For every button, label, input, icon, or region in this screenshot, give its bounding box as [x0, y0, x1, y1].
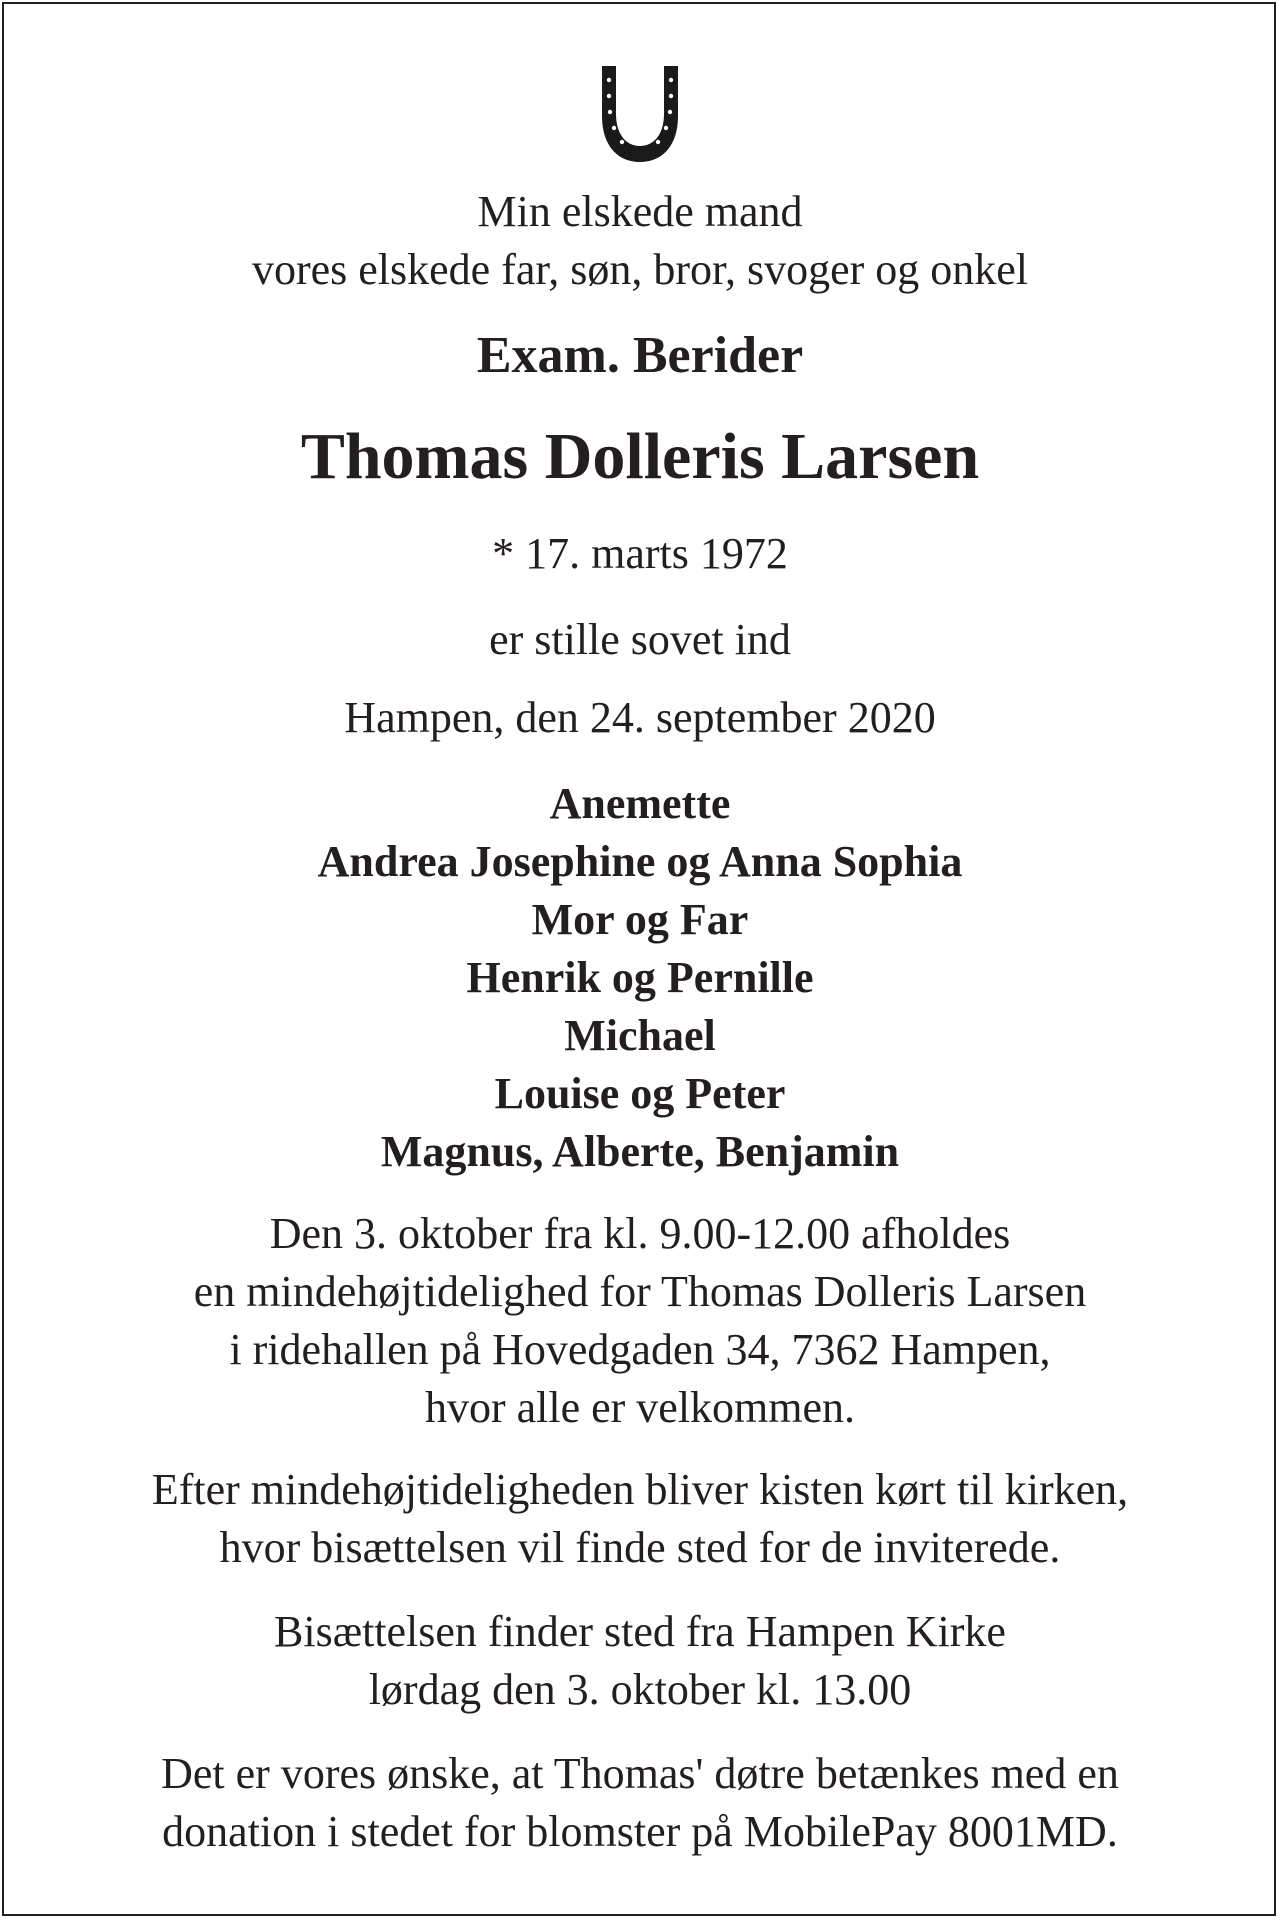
profession-title: Exam. Berider: [476, 327, 804, 384]
birth-date: * 17. marts 1972: [492, 529, 788, 578]
family-member: Magnus, Alberte, Benjamin: [380, 1127, 900, 1176]
passed-text: er stille sovet ind: [489, 615, 791, 664]
family-member: Andrea Josephine og Anna Sophia: [317, 837, 963, 886]
donation-text: Det er vores ønske, at Thomas' døtre betænkes med en: [161, 1749, 1119, 1798]
donation-text: donation i stedet for blomster på MobilePay 8001MD.: [162, 1807, 1118, 1856]
intro-line: vores elskede far, søn, bror, svoger og onkel: [251, 245, 1029, 294]
funeral-text: Bisættelsen finder sted fra Hampen Kirke: [274, 1607, 1006, 1656]
horseshoe-icon: [594, 60, 686, 166]
intro-line: Min elskede mand: [477, 187, 803, 236]
memorial-text: hvor alle er velkommen.: [424, 1383, 856, 1432]
memorial-text: Den 3. oktober fra kl. 9.00-12.00 afholdes: [269, 1209, 1011, 1258]
memorial-text: en mindehøjtidelighed for Thomas Dolleris Larsen: [193, 1267, 1087, 1316]
memorial-text: i ridehallen på Hovedgaden 34, 7362 Hampen,: [229, 1325, 1051, 1374]
family-member: Mor og Far: [531, 895, 749, 944]
deceased-name: Thomas Dolleris Larsen: [300, 420, 980, 493]
family-member: Louise og Peter: [494, 1069, 786, 1118]
place-date: Hampen, den 24. september 2020: [344, 693, 936, 742]
funeral-text: lørdag den 3. oktober kl. 13.00: [368, 1665, 912, 1714]
procession-text: hvor bisættelsen vil finde sted for de inviterede.: [219, 1523, 1061, 1572]
family-member: Michael: [564, 1011, 716, 1060]
procession-text: Efter mindehøjtideligheden bliver kisten kørt til kirken,: [151, 1465, 1129, 1514]
family-member: Anemette: [549, 779, 731, 828]
family-member: Henrik og Pernille: [466, 953, 814, 1002]
